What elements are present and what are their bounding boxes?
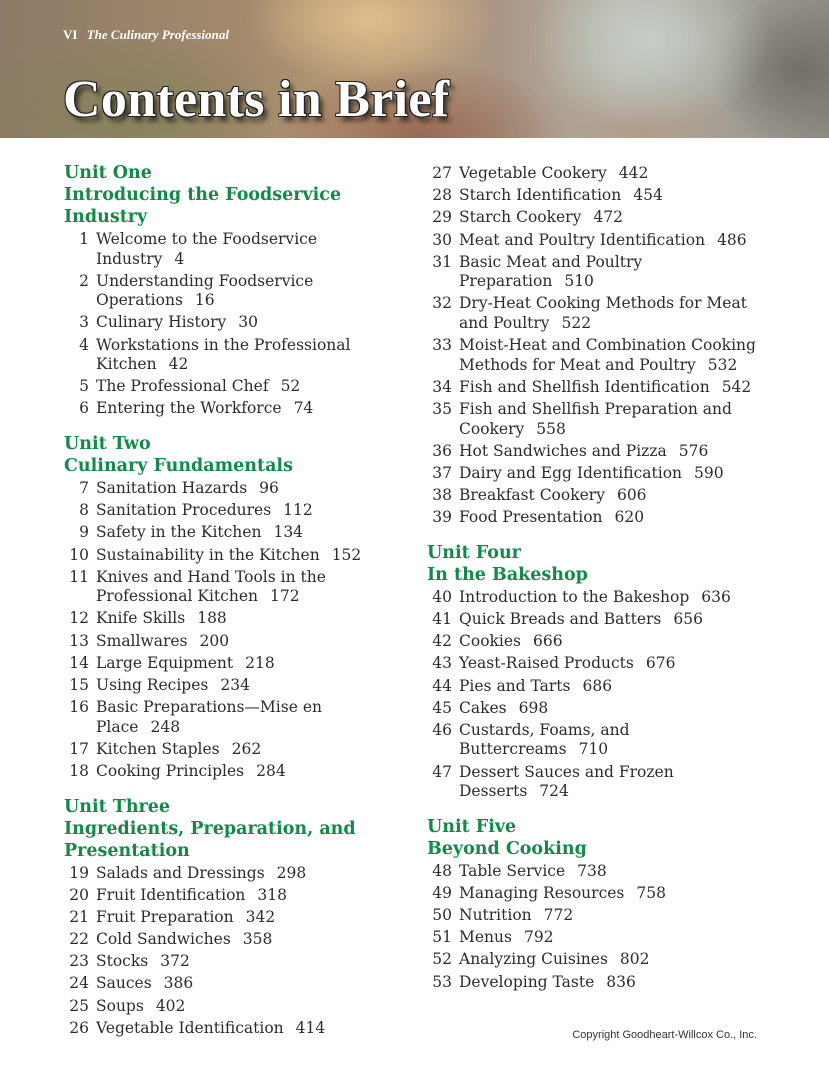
chapter-number: 44 (432, 676, 452, 695)
chapter-entry[interactable] (427, 378, 772, 398)
chapter-body (452, 763, 772, 802)
chapter-body (89, 568, 409, 607)
chapter-page-number: 442 (618, 164, 649, 182)
chapter-body (89, 930, 409, 950)
chapter-title: Dessert Sauces and Frozen Desserts (459, 762, 674, 801)
chapter-title: Sauces (96, 974, 152, 993)
chapter-entry[interactable] (427, 862, 772, 882)
chapter-title: Sustainability in the Kitchen (96, 545, 320, 564)
chapter-body (89, 1019, 409, 1039)
chapter-body (89, 974, 409, 994)
chapter-page-number: 510 (564, 272, 594, 291)
chapter-number: 50 (432, 905, 452, 924)
chapter-entry[interactable] (64, 632, 409, 652)
chapter-title: Meat and Poultry Identification (459, 230, 706, 249)
chapter-title: Fish and Shellfish Identification (459, 377, 710, 396)
chapter-title: Dry-Heat Cooking Methods for Meat and Poultry (459, 294, 747, 332)
chapter-title: Understanding Foodservice Operations (96, 271, 314, 310)
chapter-entry[interactable] (427, 632, 772, 652)
chapter-number: 51 (432, 928, 452, 947)
chapter-page-number: 342 (245, 907, 276, 926)
chapter-body (89, 698, 409, 737)
chapter-page-number: 16 (194, 291, 215, 310)
chapter-entry[interactable] (64, 501, 409, 521)
chapter-page-number: 112 (283, 501, 313, 520)
toc-left-column (64, 162, 409, 1052)
chapter-number: 4 (79, 335, 89, 354)
chapter-title: Kitchen Staples (96, 739, 220, 758)
chapter-number: 19 (69, 863, 89, 882)
chapter-page-number: 522 (561, 313, 592, 332)
chapter-title: Safety in the Kitchen (96, 523, 262, 542)
chapter-title: Starch Cookery (459, 208, 582, 227)
chapter-entry[interactable] (64, 974, 409, 994)
chapter-body (452, 208, 772, 228)
unit-section (64, 433, 409, 782)
chapter-entry[interactable] (427, 253, 772, 292)
chapter-number: 10 (69, 545, 89, 564)
chapter-page-number: 532 (707, 355, 738, 374)
chapter-number: 17 (69, 739, 89, 758)
chapter-body (89, 952, 409, 972)
unit-label: Unit Two (64, 433, 151, 454)
chapter-title: Dairy and Egg Identification (459, 463, 683, 482)
header-banner (0, 0, 829, 138)
chapter-page-number: 188 (197, 609, 227, 628)
chapter-number: 11 (69, 567, 89, 586)
chapter-page-number: 636 (701, 587, 731, 606)
chapter-body (452, 654, 772, 674)
chapter-list (427, 164, 772, 528)
chapter-body (452, 862, 772, 882)
chapter-title: Basic Meat and Poultry Preparation (459, 252, 643, 291)
chapter-entry[interactable] (427, 654, 772, 674)
chapter-entry[interactable] (427, 677, 772, 697)
chapter-title: Culinary History (96, 313, 227, 332)
chapter-entry[interactable] (64, 568, 409, 607)
chapter-number: 20 (69, 885, 89, 904)
chapter-body (452, 699, 772, 719)
chapter-body (452, 400, 772, 439)
chapter-page-number: 74 (293, 399, 314, 418)
chapter-title: Analyzing Cuisines (459, 950, 608, 969)
chapter-title: Introduction to the Bakeshop (459, 587, 690, 606)
chapter-page-number: 656 (673, 609, 703, 628)
chapter-entry[interactable] (427, 950, 772, 970)
chapter-page-number: 576 (678, 441, 709, 460)
chapter-number: 2 (79, 271, 89, 290)
chapter-title: Entering the Workforce (96, 399, 282, 418)
chapter-number: 46 (432, 720, 452, 739)
chapter-entry[interactable] (427, 763, 772, 802)
chapter-number: 40 (432, 587, 452, 606)
chapter-title: Hot Sandwiches and Pizza (459, 441, 667, 460)
chapter-number: 37 (432, 463, 452, 482)
chapter-page-number: 262 (231, 739, 262, 758)
chapter-body (452, 973, 772, 993)
chapter-title: Welcome to the Foodservice Industry (96, 230, 318, 268)
chapter-number: 34 (432, 377, 452, 396)
chapter-entry[interactable] (427, 186, 772, 206)
chapter-list (427, 588, 772, 802)
chapter-number: 23 (69, 952, 89, 971)
chapter-list (427, 862, 772, 992)
chapter-body (89, 230, 409, 269)
chapter-title: Sanitation Procedures (96, 501, 272, 520)
chapter-body (89, 399, 409, 419)
chapter-page-number: 486 (717, 230, 747, 249)
chapter-body (89, 886, 409, 906)
chapter-number: 25 (69, 996, 89, 1015)
chapter-body (452, 486, 772, 506)
chapter-number: 8 (79, 501, 89, 520)
chapter-page-number: 606 (616, 486, 647, 505)
chapter-entry[interactable] (64, 886, 409, 906)
chapter-number: 36 (432, 441, 452, 460)
unit-label: Unit Five (427, 816, 517, 837)
chapter-number: 28 (432, 186, 452, 205)
unit-label: Unit One (64, 163, 152, 183)
chapter-title: Nutrition (459, 905, 532, 924)
page-folio: VI (63, 27, 78, 42)
chapter-title: Starch Identification (459, 186, 622, 205)
chapter-entry[interactable] (427, 973, 772, 993)
chapter-entry[interactable] (427, 588, 772, 608)
chapter-entry[interactable] (64, 546, 409, 566)
chapter-body (452, 588, 772, 608)
unit-title: Ingredients, Preparation, and Presentation (64, 818, 356, 861)
chapter-title: Yeast-Raised Products (459, 654, 634, 673)
chapter-page-number: 284 (256, 762, 286, 780)
chapter-entry[interactable] (64, 908, 409, 928)
chapter-page-number: 620 (614, 508, 645, 527)
chapter-entry[interactable] (427, 721, 772, 760)
chapter-list (64, 479, 409, 782)
chapter-body (89, 740, 409, 760)
chapter-title: Basic Preparations—Mise en Place (96, 698, 322, 736)
chapter-title: Food Presentation (459, 508, 603, 527)
chapter-page-number: 134 (273, 523, 304, 542)
chapter-entry[interactable] (64, 479, 409, 499)
chapter-title: Fruit Preparation (96, 907, 234, 926)
chapter-body (89, 864, 409, 884)
chapter-entry[interactable] (64, 336, 409, 375)
chapter-title: Cold Sandwiches (96, 930, 231, 949)
chapter-number: 18 (69, 762, 89, 780)
unit-label: Unit Four (427, 542, 521, 563)
chapter-page-number: 402 (155, 996, 186, 1015)
chapter-number: 43 (432, 654, 452, 673)
chapter-page-number: 738 (577, 861, 607, 880)
chapter-entry[interactable] (64, 272, 409, 311)
chapter-body (89, 377, 409, 397)
chapter-entry[interactable] (64, 676, 409, 696)
chapter-title: Pies and Tarts (459, 676, 571, 695)
running-head (63, 27, 229, 43)
chapter-title: Stocks (96, 952, 149, 971)
chapter-title: Custards, Foams, and Buttercreams (459, 720, 630, 759)
chapter-page-number: 542 (721, 377, 752, 396)
chapter-number: 47 (432, 762, 452, 781)
chapter-title: Cookies (459, 632, 521, 651)
chapter-page-number: 152 (331, 545, 362, 564)
chapter-body (452, 508, 772, 528)
chapter-number: 21 (69, 907, 89, 926)
chapter-number: 5 (79, 377, 89, 396)
chapter-page-number: 298 (276, 863, 307, 882)
unit-title: Beyond Cooking (427, 838, 587, 859)
chapter-body (89, 313, 409, 333)
chapter-page-number: 4 (174, 249, 185, 268)
unit-section (64, 796, 409, 1039)
chapter-entry[interactable] (64, 523, 409, 543)
chapter-entry[interactable] (64, 952, 409, 972)
chapter-body (452, 253, 772, 292)
chapter-title: Fish and Shellfish Preparation and Cookery (459, 400, 732, 438)
chapter-page-number: 802 (619, 950, 650, 969)
chapter-title: Cakes (459, 698, 507, 717)
chapter-body (89, 501, 409, 521)
chapter-number: 30 (432, 230, 452, 249)
chapter-entry[interactable] (64, 864, 409, 884)
chapter-number: 22 (69, 930, 89, 949)
chapter-entry[interactable] (64, 997, 409, 1017)
chapter-page-number: 96 (259, 478, 279, 497)
chapter-entry[interactable] (64, 377, 409, 397)
book-title: The Culinary Professional (86, 27, 229, 42)
chapter-body (89, 908, 409, 928)
chapter-body (452, 632, 772, 652)
chapter-title: Quick Breads and Batters (459, 609, 662, 628)
chapter-page-number: 42 (168, 355, 189, 374)
chapter-entry[interactable] (427, 442, 772, 462)
chapter-number: 32 (432, 294, 452, 313)
chapter-page-number: 698 (518, 698, 549, 717)
chapter-number: 48 (432, 861, 452, 880)
chapter-number: 15 (69, 675, 89, 694)
chapter-body (89, 336, 409, 375)
chapter-page-number: 558 (536, 419, 566, 438)
chapter-number: 27 (432, 164, 452, 182)
unit-title: Culinary Fundamentals (64, 455, 293, 476)
chapter-page-number: 248 (150, 717, 181, 736)
chapter-entry[interactable] (64, 930, 409, 950)
chapter-body (452, 464, 772, 484)
chapter-body (89, 676, 409, 696)
chapter-page-number: 792 (523, 928, 554, 947)
chapter-page-number: 666 (533, 632, 563, 651)
chapter-number: 49 (432, 883, 452, 902)
chapter-entry[interactable] (427, 906, 772, 926)
chapter-number: 42 (432, 632, 452, 651)
chapter-entry[interactable] (64, 399, 409, 419)
chapter-body (452, 906, 772, 926)
chapter-title: The Professional Chef (96, 377, 269, 396)
chapter-body (452, 378, 772, 398)
chapter-entry[interactable] (64, 230, 409, 269)
chapter-page-number: 172 (269, 587, 300, 606)
chapter-page-number: 52 (280, 377, 301, 396)
chapter-body (452, 721, 772, 760)
chapter-number: 52 (432, 950, 452, 969)
chapter-body (89, 272, 409, 311)
chapter-page-number: 318 (257, 885, 288, 904)
chapter-page-number: 200 (199, 631, 230, 650)
chapter-number: 53 (432, 972, 452, 991)
chapter-number: 7 (79, 478, 89, 497)
chapter-body (89, 632, 409, 652)
chapter-number: 33 (432, 336, 452, 355)
chapter-body (452, 164, 772, 184)
chapter-number: 3 (79, 313, 89, 332)
chapter-body (452, 950, 772, 970)
unit-section (427, 816, 772, 992)
unit-section (427, 542, 772, 802)
chapter-list (64, 230, 409, 419)
chapter-title: Salads and Dressings (96, 863, 265, 882)
chapter-title: Vegetable Identification (96, 1018, 284, 1037)
chapter-page-number: 30 (238, 313, 258, 332)
chapter-title: Menus (459, 928, 512, 947)
chapter-page-number: 372 (160, 952, 190, 971)
chapter-body (89, 546, 409, 566)
chapter-title: Knife Skills (96, 609, 186, 628)
chapter-page-number: 710 (578, 740, 609, 759)
chapter-number: 6 (79, 399, 89, 418)
chapter-number: 12 (69, 609, 89, 628)
chapter-title: Managing Resources (459, 883, 625, 902)
chapter-page-number: 836 (606, 972, 636, 991)
chapter-number: 24 (69, 974, 89, 993)
chapter-body (89, 479, 409, 499)
chapter-body (89, 654, 409, 674)
chapter-title: Large Equipment (96, 653, 234, 672)
chapter-number: 1 (79, 230, 89, 248)
chapter-entry[interactable] (427, 231, 772, 251)
chapter-entry[interactable] (427, 610, 772, 630)
chapter-list (64, 864, 409, 1039)
chapter-body (89, 997, 409, 1017)
chapter-number: 41 (432, 609, 452, 628)
copyright-notice: Copyright Goodheart-Willcox Co., Inc. (572, 1029, 757, 1041)
chapter-body (452, 884, 772, 904)
chapter-body (452, 186, 772, 206)
chapter-entry[interactable] (64, 1019, 409, 1039)
chapter-page-number: 414 (295, 1018, 326, 1037)
chapter-entry[interactable] (64, 609, 409, 629)
chapter-number: 14 (69, 653, 89, 672)
toc-right-column (427, 162, 772, 1006)
chapter-page-number: 772 (543, 905, 574, 924)
chapter-title: Knives and Hand Tools in the Professional Kitchen (96, 567, 326, 606)
chapter-title: Smallwares (96, 631, 188, 650)
chapter-number: 35 (432, 400, 452, 418)
chapter-number: 31 (432, 252, 452, 271)
chapter-entry[interactable] (427, 508, 772, 528)
chapter-number: 45 (432, 698, 452, 717)
chapter-body (452, 336, 772, 375)
chapter-number: 39 (432, 508, 452, 527)
chapter-body (452, 677, 772, 697)
chapter-title: Vegetable Cookery (459, 164, 607, 182)
chapter-page-number: 218 (245, 653, 275, 672)
chapter-page-number: 676 (645, 654, 676, 673)
chapter-entry[interactable] (64, 698, 409, 737)
chapter-entry[interactable] (427, 336, 772, 375)
chapter-entry[interactable] (64, 762, 409, 782)
chapter-title: Soups (96, 996, 144, 1015)
unit-section (64, 162, 409, 419)
chapter-title: Moist-Heat and Combination Cooking Methods for Meat and Poultry (459, 336, 756, 374)
chapter-title: Developing Taste (459, 972, 595, 991)
chapter-body (89, 609, 409, 629)
chapter-page-number: 386 (163, 974, 194, 993)
chapter-title: Breakfast Cookery (459, 486, 605, 505)
chapter-entry[interactable] (427, 928, 772, 948)
chapter-page-number: 758 (636, 883, 666, 902)
chapter-number: 9 (79, 523, 89, 542)
chapter-entry[interactable] (427, 884, 772, 904)
unit-title: In the Bakeshop (427, 564, 588, 585)
chapter-page-number: 358 (242, 930, 273, 949)
chapter-page-number: 724 (539, 782, 569, 801)
chapter-body (89, 762, 409, 782)
chapter-title: Using Recipes (96, 675, 209, 694)
chapter-entry[interactable] (427, 400, 772, 439)
chapter-entry[interactable] (64, 654, 409, 674)
chapter-title: Workstations in the Professional Kitchen (96, 335, 351, 374)
unit-title: Introducing the Foodservice Industry (64, 185, 342, 227)
chapter-number: 13 (69, 631, 89, 650)
chapter-title: Cooking Principles (96, 762, 245, 780)
chapter-body (452, 294, 772, 333)
chapter-page-number: 686 (582, 676, 613, 695)
chapter-entry[interactable] (427, 294, 772, 333)
chapter-entry[interactable] (427, 486, 772, 506)
chapter-body (452, 442, 772, 462)
page-title: Contents in Brief (63, 71, 450, 128)
chapter-body (89, 523, 409, 543)
chapter-page-number: 472 (593, 208, 623, 227)
chapter-title: Sanitation Hazards (96, 478, 248, 497)
chapter-number: 26 (69, 1018, 89, 1037)
chapter-body (452, 231, 772, 251)
chapter-entry[interactable] (64, 740, 409, 760)
chapter-number: 16 (69, 698, 89, 717)
unit-section (427, 164, 772, 528)
unit-label: Unit Three (64, 796, 171, 817)
chapter-title: Table Service (459, 861, 566, 880)
chapter-page-number: 234 (220, 675, 250, 694)
chapter-entry[interactable] (427, 699, 772, 719)
chapter-page-number: 454 (633, 186, 663, 205)
chapter-number: 38 (432, 486, 452, 505)
chapter-entry[interactable] (427, 208, 772, 228)
chapter-page-number: 590 (694, 463, 724, 482)
chapter-body (452, 928, 772, 948)
chapter-body (452, 610, 772, 630)
chapter-entry[interactable] (64, 313, 409, 333)
chapter-title: Fruit Identification (96, 885, 246, 904)
chapter-entry[interactable] (427, 164, 772, 184)
chapter-number: 29 (432, 208, 452, 227)
chapter-entry[interactable] (427, 464, 772, 484)
